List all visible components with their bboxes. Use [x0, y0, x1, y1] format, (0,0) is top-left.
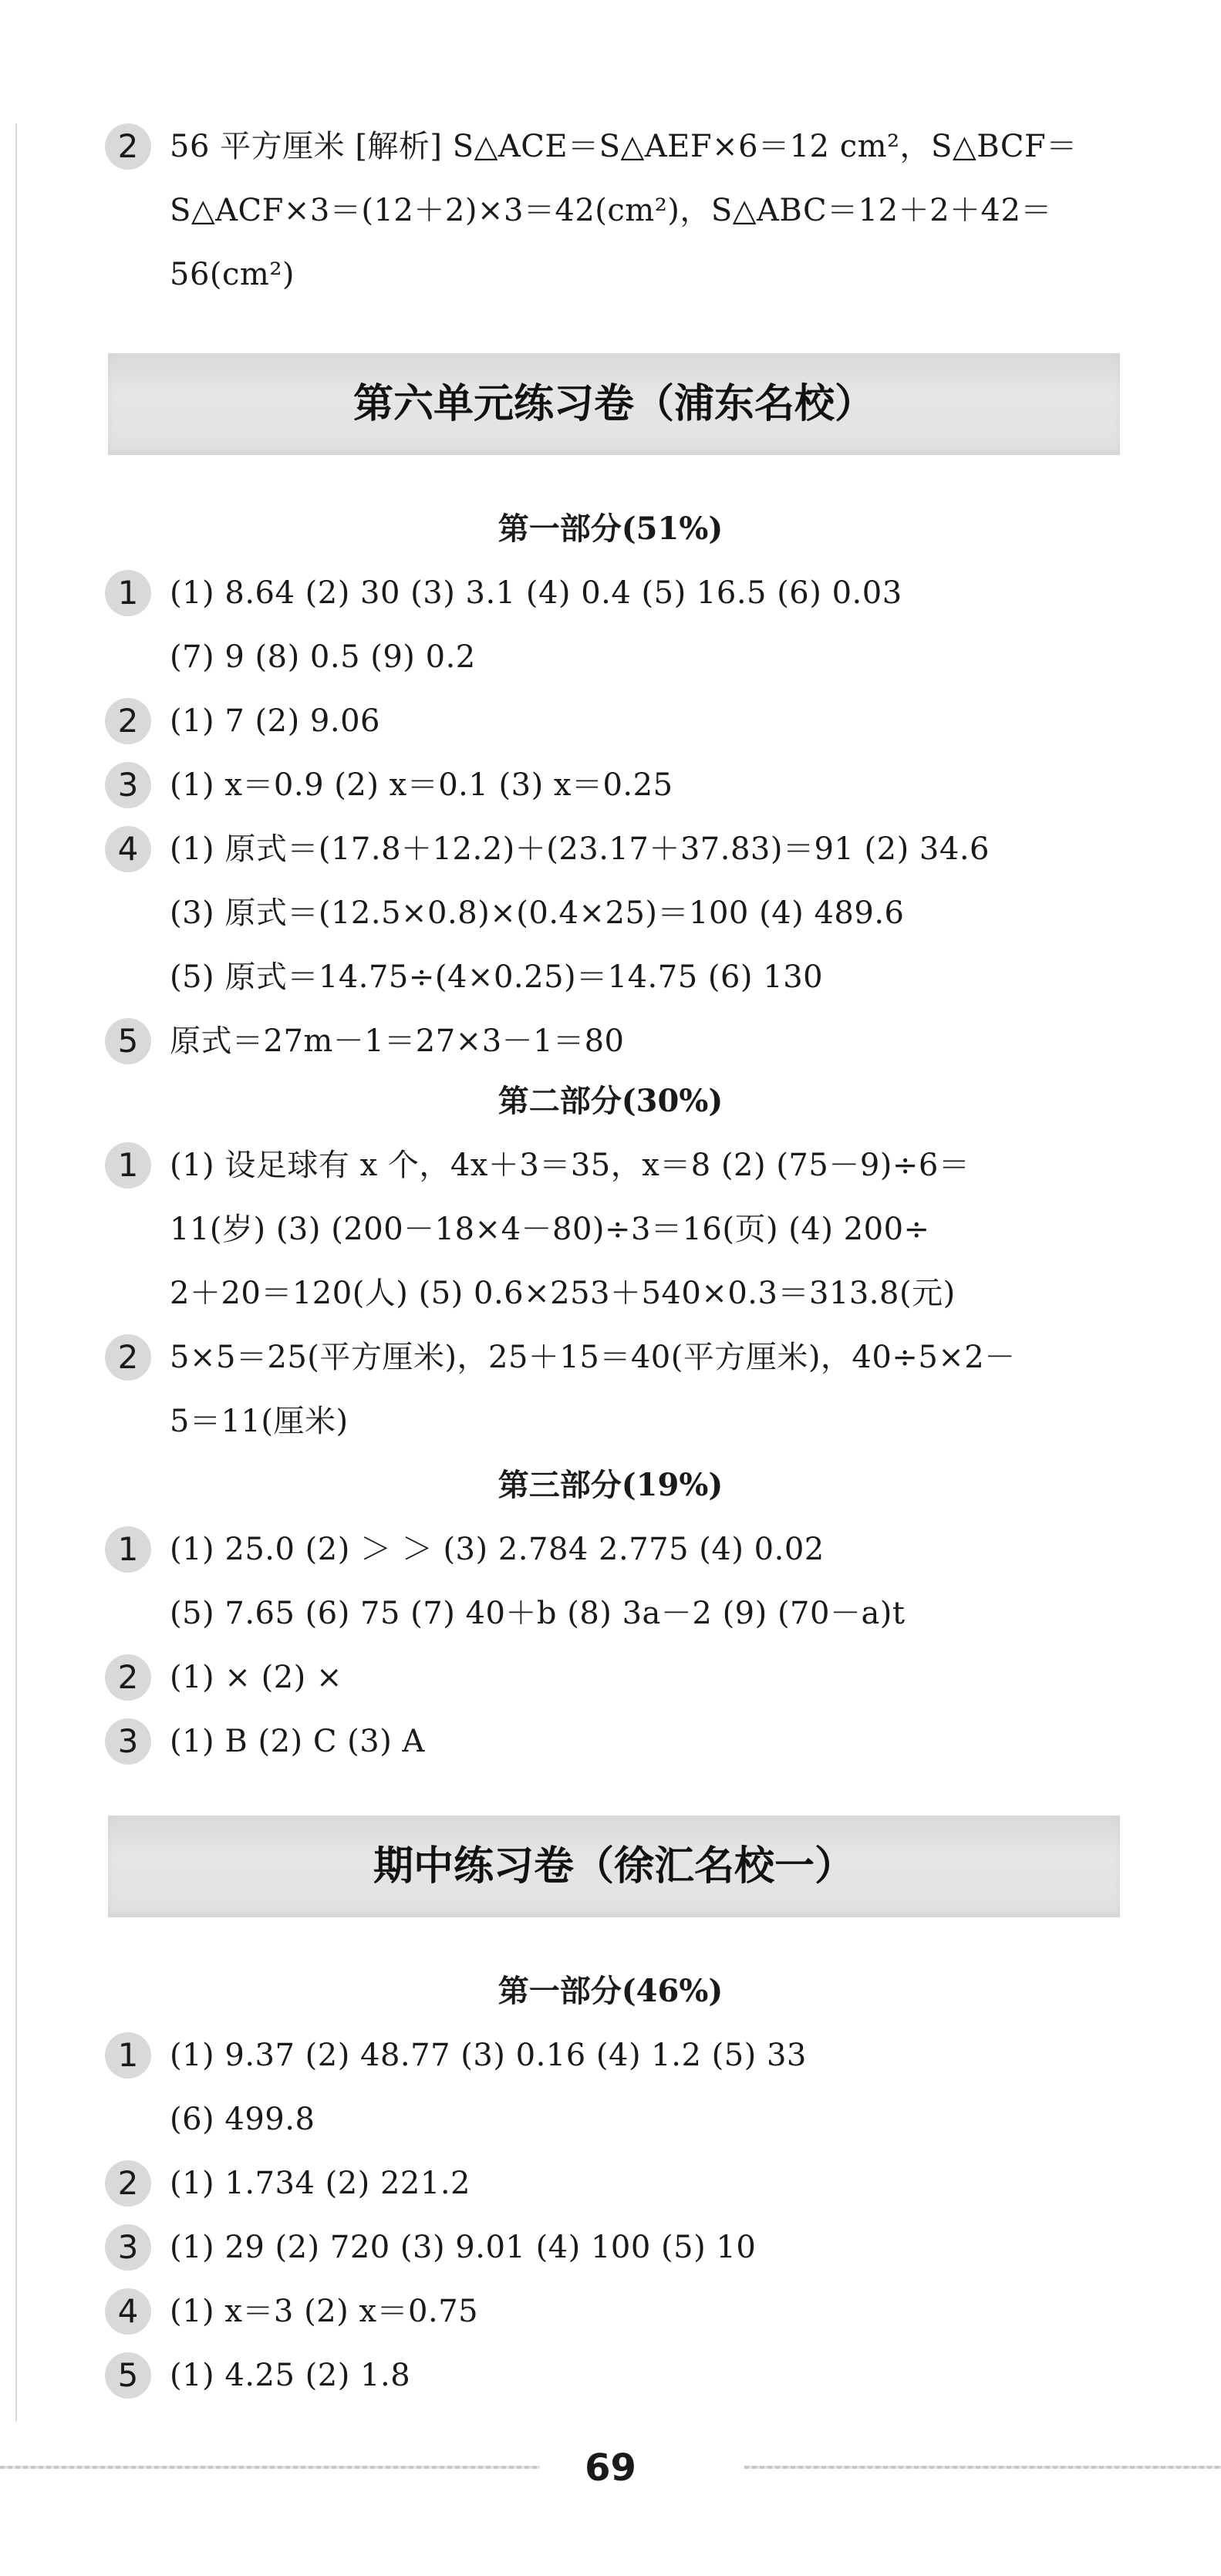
part-heading: 第三部分(19%)	[498, 1467, 723, 1503]
page-number: 69	[585, 2446, 636, 2490]
question-number: 5	[105, 1018, 151, 1064]
answer-line: (1) x＝0.9 (2) x＝0.1 (3) x＝0.25	[170, 767, 673, 803]
left-margin-rule	[15, 123, 17, 2422]
answer-line: (1) 1.734 (2) 221.2	[170, 2166, 471, 2201]
question-number: 1	[105, 570, 151, 616]
answer-line: (1) x＝3 (2) x＝0.75	[170, 2294, 479, 2329]
section-banner-midterm	[108, 1816, 1120, 1917]
section-title: 第六单元练习卷（浦东名校）	[352, 381, 875, 427]
answer-line: 56(cm²)	[170, 257, 295, 292]
question-number: 1	[105, 1142, 151, 1189]
answer-line: 5×5＝25(平方厘米)，25＋15＝40(平方厘米)，40÷5×2－	[170, 1340, 1016, 1375]
answer-line: (1) 7 (2) 9.06	[170, 703, 380, 739]
question-number: 2	[105, 1654, 151, 1701]
answer-line: (1) 9.37 (2) 48.77 (3) 0.16 (4) 1.2 (5) 33	[170, 2038, 807, 2073]
question-number: 2	[105, 123, 151, 170]
question-number: 2	[105, 2160, 151, 2207]
answer-line: (5) 7.65 (6) 75 (7) 40＋b (8) 3a－2 (9) (70－a)t	[170, 1596, 906, 1631]
answer-line: (6) 499.8	[170, 2102, 315, 2137]
answer-line: 原式＝27m－1＝27×3－1＝80	[170, 1023, 625, 1059]
answer-line: (1) 29 (2) 720 (3) 9.01 (4) 100 (5) 10	[170, 2230, 757, 2265]
part-heading: 第一部分(51%)	[498, 511, 723, 547]
section-title: 期中练习卷（徐汇名校一）	[373, 1843, 855, 1890]
question-number: 3	[105, 2224, 151, 2271]
question-number: 4	[105, 826, 151, 872]
question-number: 5	[105, 2352, 151, 2399]
answer-line: 2＋20＝120(人) (5) 0.6×253＋540×0.3＝313.8(元)	[170, 1276, 956, 1311]
answer-line: 56 平方厘米 [解析] S△ACE＝S△AEF×6＝12 cm²，S△BCF＝	[170, 129, 1078, 164]
answer-line: (1) × (2) ×	[170, 1660, 342, 1695]
answer-line: S△ACF×3＝(12＋2)×3＝42(cm²)，S△ABC＝12＋2＋42＝	[170, 193, 1052, 228]
answer-line: (1) 原式＝(17.8＋12.2)＋(23.17＋37.83)＝91 (2) 34.6	[170, 831, 990, 867]
answer-line: (1) 25.0 (2) ＞ ＞ (3) 2.784 2.775 (4) 0.02	[170, 1532, 825, 1567]
question-number: 2	[105, 698, 151, 744]
part-heading: 第二部分(30%)	[498, 1083, 723, 1119]
answer-line: (1) 4.25 (2) 1.8	[170, 2358, 411, 2393]
answer-line: (1) B (2) C (3) A	[170, 1724, 425, 1759]
answer-line: 5＝11(厘米)	[170, 1404, 349, 1439]
section-banner-unit6	[108, 353, 1120, 455]
answer-line: 11(岁) (3) (200－18×4－80)÷3＝16(页) (4) 200÷	[170, 1212, 930, 1247]
question-number: 4	[105, 2288, 151, 2335]
question-number: 1	[105, 1526, 151, 1573]
question-number: 3	[105, 762, 151, 808]
question-number: 2	[105, 1334, 151, 1381]
answer-line: (5) 原式＝14.75÷(4×0.25)＝14.75 (6) 130	[170, 959, 824, 995]
question-number: 3	[105, 1718, 151, 1765]
part-heading: 第一部分(46%)	[498, 1973, 723, 2009]
answer-line: (7) 9 (8) 0.5 (9) 0.2	[170, 639, 476, 675]
question-number: 1	[105, 2032, 151, 2079]
answer-line: (1) 设足球有 x 个，4x＋3＝35，x＝8 (2) (75－9)÷6＝	[170, 1148, 970, 1183]
answer-line: (1) 8.64 (2) 30 (3) 3.1 (4) 0.4 (5) 16.5 (6) 0.03	[170, 575, 902, 611]
answer-line: (3) 原式＝(12.5×0.8)×(0.4×25)＝100 (4) 489.6	[170, 895, 905, 931]
